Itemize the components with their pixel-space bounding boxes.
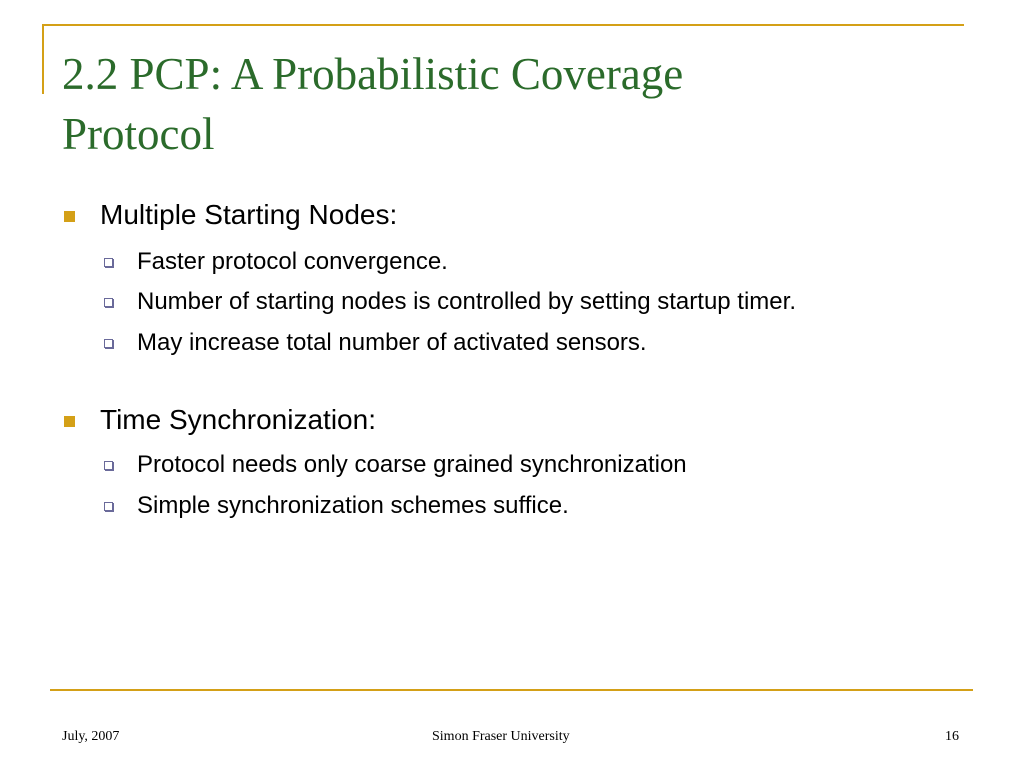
hollow-square-bullet-icon <box>104 339 113 348</box>
page-number: 16 <box>945 729 959 744</box>
sub-bullet-item: Number of starting nodes is controlled by setting startup timer. <box>137 288 796 315</box>
title-frame-top-rule <box>42 24 964 26</box>
bullet-heading: Multiple Starting Nodes: <box>100 199 398 230</box>
footer-date: July, 2007 <box>62 729 120 744</box>
square-bullet-icon <box>64 211 75 222</box>
sub-bullet-item: May increase total number of activated sensors. <box>137 329 647 356</box>
title-frame-left-rule <box>42 24 44 94</box>
sub-bullet-item: Protocol needs only coarse grained synchronization <box>137 451 687 478</box>
footer-organization: Simon Fraser University <box>432 729 570 744</box>
footer-rule <box>50 689 973 691</box>
square-bullet-icon <box>64 416 75 427</box>
slide-title <box>62 44 962 164</box>
hollow-square-bullet-icon <box>104 502 113 511</box>
sub-bullet-item: Faster protocol convergence. <box>137 248 448 275</box>
hollow-square-bullet-icon <box>104 258 113 267</box>
slide-title-line-1: 2.2 PCP: A Probabilistic Coverage <box>62 49 684 99</box>
hollow-square-bullet-icon <box>104 461 113 470</box>
hollow-square-bullet-icon <box>104 298 113 307</box>
slide-title-line-2: Protocol <box>62 109 215 159</box>
bullet-heading: Time Synchronization: <box>100 404 376 435</box>
sub-bullet-item: Simple synchronization schemes suffice. <box>137 492 569 519</box>
